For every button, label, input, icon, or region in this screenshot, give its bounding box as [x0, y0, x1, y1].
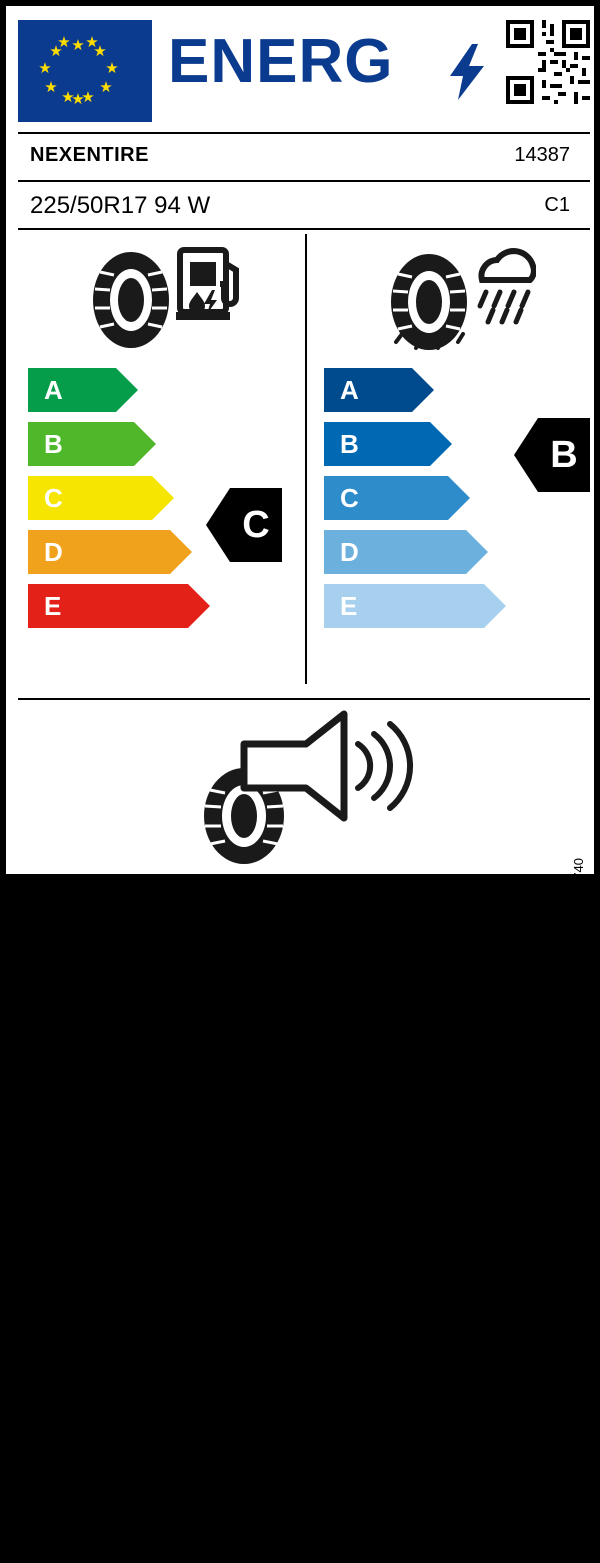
arrow-body	[324, 476, 448, 520]
arrow-letter: A	[44, 374, 63, 405]
fuel-scale-step-b	[28, 422, 210, 466]
label-header	[18, 20, 590, 122]
arrow-tip	[412, 368, 434, 412]
svg-text:★: ★	[57, 33, 71, 51]
wet-scale-step-e	[324, 584, 506, 628]
fuel-efficiency-scale	[28, 368, 210, 638]
divider-noise	[18, 698, 590, 700]
eu-flag-stars	[18, 20, 152, 122]
rating-tip-left	[514, 418, 538, 492]
noise-class-c: C	[318, 1536, 336, 1561]
arrow-tip	[430, 422, 452, 466]
wet-grip-scale	[324, 368, 506, 638]
arrow-letter: A	[340, 374, 359, 405]
wet-scale-step-b	[324, 422, 506, 466]
tyre-rain-cloud-icon	[376, 242, 536, 357]
arrow-tip	[484, 584, 506, 628]
svg-text:★: ★	[44, 78, 58, 96]
arrow-letter: D	[340, 536, 359, 567]
arrow-tip	[134, 422, 156, 466]
divider-brand	[18, 180, 590, 182]
svg-text:★: ★	[61, 88, 75, 106]
rating-tip-left	[206, 488, 230, 562]
arrow-letter: E	[44, 590, 62, 621]
svg-text:★: ★	[49, 42, 63, 60]
rating-letter: C	[230, 488, 282, 562]
arrow-body	[324, 530, 466, 574]
wet-scale-step-a	[324, 368, 506, 412]
arrow-tip	[152, 476, 174, 520]
arrow-tip	[466, 530, 488, 574]
tyre-fuel-pump-icon	[84, 242, 244, 352]
arrow-body	[28, 368, 116, 412]
arrow-body	[324, 422, 430, 466]
fuel-efficiency-rating	[206, 488, 282, 562]
svg-text:★: ★	[99, 78, 113, 96]
type-code: 14387	[514, 144, 570, 166]
arrow-tip	[170, 530, 192, 574]
tyre-size: 225/50R17 94 W	[30, 192, 211, 219]
fuel-scale-step-e	[28, 584, 210, 628]
rating-letter: B	[538, 418, 590, 492]
arrow-letter: C	[340, 482, 359, 513]
svg-text:★: ★	[71, 36, 85, 54]
arrow-body	[28, 422, 134, 466]
fuel-scale-step-d	[28, 530, 210, 574]
divider-top	[18, 132, 590, 134]
arrow-body	[324, 368, 412, 412]
wet-scale-step-d	[324, 530, 506, 574]
lightning-bolt-icon	[450, 44, 484, 100]
arrow-letter: D	[44, 536, 63, 567]
arrow-body	[28, 476, 152, 520]
fuel-scale-step-c	[28, 476, 210, 520]
fuel-scale-step-a	[28, 368, 210, 412]
arrow-body	[28, 530, 170, 574]
arrow-tip	[116, 368, 138, 412]
arrow-tip	[448, 476, 470, 520]
svg-text:★: ★	[81, 88, 95, 106]
arrow-body	[28, 584, 188, 628]
arrow-letter: B	[340, 428, 359, 459]
divider-size	[18, 228, 590, 230]
energy-title: ENERG	[168, 27, 394, 96]
noise-class-scale	[282, 1532, 335, 1563]
svg-text:★: ★	[105, 59, 119, 77]
noise-class-a: A	[282, 1536, 298, 1561]
noise-value: 70	[254, 1458, 288, 1491]
svg-text:★: ★	[38, 59, 52, 77]
wet-grip-rating	[514, 418, 590, 492]
noise-unit: dB	[304, 1464, 331, 1489]
arrow-letter: E	[340, 590, 358, 621]
regulation-reference: 2020/740	[571, 858, 586, 913]
arrow-letter: C	[44, 482, 63, 513]
svg-text:★: ★	[85, 33, 99, 51]
arrow-letter: B	[44, 428, 63, 459]
noise-class-selected: B	[297, 1532, 319, 1562]
eu-flag-icon	[18, 20, 152, 122]
divider-vertical	[305, 234, 307, 684]
tyre-class: C1	[544, 194, 570, 216]
wet-scale-step-c	[324, 476, 506, 520]
tyre-loudspeaker-icon	[166, 708, 466, 868]
svg-text:★: ★	[93, 42, 107, 60]
qr-code-icon	[506, 20, 590, 104]
svg-text:★: ★	[71, 90, 85, 108]
brand-name: NEXENTIRE	[30, 144, 149, 166]
arrow-body	[324, 584, 484, 628]
arrow-tip	[188, 584, 210, 628]
